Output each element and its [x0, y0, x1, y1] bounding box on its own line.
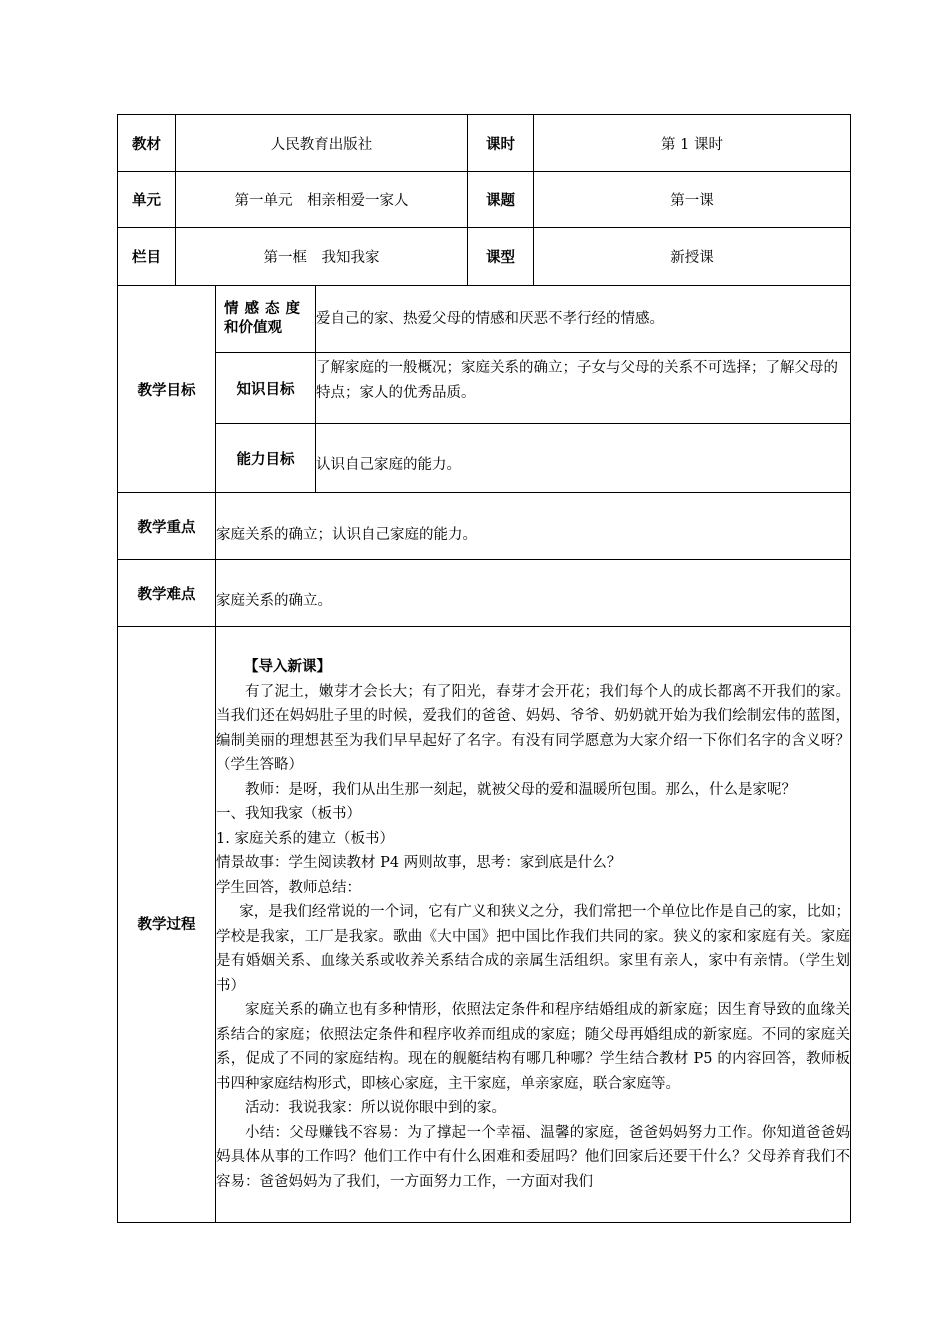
label-column: 栏目 [118, 228, 176, 286]
goal-row-emotion [118, 286, 851, 353]
goal-row-knowledge [118, 353, 851, 424]
label-unit: 单元 [118, 172, 176, 228]
label-teaching-process-text: 教学过程 [137, 917, 196, 933]
value-column: 第一框 我知我家 [176, 228, 468, 286]
value-unit: 第一单元 相亲相爱一家人 [176, 172, 468, 228]
value-lesson-type: 新授课 [534, 228, 851, 286]
value-topic: 第一课 [534, 172, 851, 228]
goal-row-ability [118, 424, 851, 493]
row-process [118, 627, 851, 1223]
process-paragraph: 家，是我们经常说的一个词，它有广义和狭义之分，我们常把一个单位比作是自己的家，比如；学校是我家，工厂是我家。歌曲《大中国》把中国比作我们共同的家。狭义的家和家庭有关。家庭是有婚姻关系、血缘关系或收养关系结合成的亲属生活组织。家里有亲人，家中有亲情。（学生划书） [216, 904, 851, 994]
header-row-unit [118, 172, 851, 228]
header-row-column [118, 228, 851, 286]
process-paragraph: 学生回答，教师总结： [216, 879, 361, 896]
value-period: 第 1 课时 [534, 115, 851, 172]
lesson-plan-table [117, 114, 851, 1223]
process-paragraph: 情景故事：学生阅读教材 P4 两则故事，思考：家到底是什么？ [216, 855, 622, 871]
process-content [216, 627, 851, 1223]
header-row-textbook [118, 115, 851, 172]
label-teaching-goals: 教学目标 [118, 286, 216, 493]
label-lesson-type: 课型 [468, 228, 534, 286]
process-paragraph: 1. 家庭关系的建立（板书） [216, 830, 394, 847]
label-difficulties: 教学难点 [118, 560, 216, 627]
label-teaching-process [118, 627, 216, 1223]
label-emotion-line2: 和价值观 [224, 320, 282, 336]
label-knowledge-goal: 知识目标 [216, 353, 316, 424]
process-paragraph: 家庭关系的确立也有多种情形，依照法定条件和程序结婚组成的新家庭；因生育导致的血缘关系结合的家庭；依照法定条件和程序收养而组成的家庭；随父母再婚组成的新家庭。不同的家庭关系，促成了不同的家庭结构。现在的舰艇结构有哪几种哪？学生结合教材 P5 的内容回答，教师板书四种家庭结构形式，即核心家庭，主干家庭，单亲家庭，联合家庭等。 [216, 1002, 851, 1092]
text-ability-goal: 认识自己家庭的能力。 [316, 424, 851, 493]
process-heading: 【导入新课】 [244, 659, 331, 675]
label-period: 课时 [468, 115, 534, 172]
text-knowledge-goal: 了解家庭的一般概况；家庭关系的确立；子女与父母的关系不可选择；了解父母的特点；家人的优秀品质。 [316, 353, 851, 424]
row-key-points [118, 493, 851, 560]
label-textbook: 教材 [118, 115, 176, 172]
process-paragraph: 一、我知我家（板书） [216, 806, 361, 822]
label-key-points: 教学重点 [118, 493, 216, 560]
text-key-points: 家庭关系的确立；认识自己家庭的能力。 [216, 493, 851, 560]
process-paragraph: 教师：是呀，我们从出生那一刻起，就被父母的爱和温暖所包围。那么，什么是家呢？ [245, 781, 796, 798]
process-paragraph: 小结：父母赚钱不容易：为了撑起一个幸福、温馨的家庭，爸爸妈妈努力工作。你知道爸爸妈妈具体从事的工作吗？他们工作中有什么困难和委屈吗？他们回家后还要干什么？父母养育我们不容易：爸爸妈妈为了我们，一方面努力工作，一方面对我们 [216, 1124, 851, 1190]
process-paragraph: 活动：我说我家：所以说你眼中到的家。 [245, 1100, 506, 1116]
label-emotion-line1: 情感态度 [224, 301, 306, 317]
text-emotion-goal: 爱自己的家、热爱父母的情感和厌恶不孝行经的情感。 [316, 286, 851, 353]
label-topic: 课题 [468, 172, 534, 228]
value-publisher: 人民教育出版社 [176, 115, 468, 172]
process-paragraph: 有了泥土，嫩芽才会长大；有了阳光，春芽才会开花；我们每个人的成长都离不开我们的家。当我们还在妈妈肚子里的时候，爱我们的爸爸、妈妈、爷爷、奶奶就开始为我们绘制宏伟的蓝图，编制美丽的理想甚至为我们早早起好了名字。有没有同学愿意为大家介绍一下你们名字的含义呀？（学生答略） [216, 683, 851, 773]
text-difficulties: 家庭关系的确立。 [216, 560, 851, 627]
label-ability-goal: 能力目标 [216, 424, 316, 493]
label-emotion-goal [216, 286, 316, 353]
row-difficulties [118, 560, 851, 627]
